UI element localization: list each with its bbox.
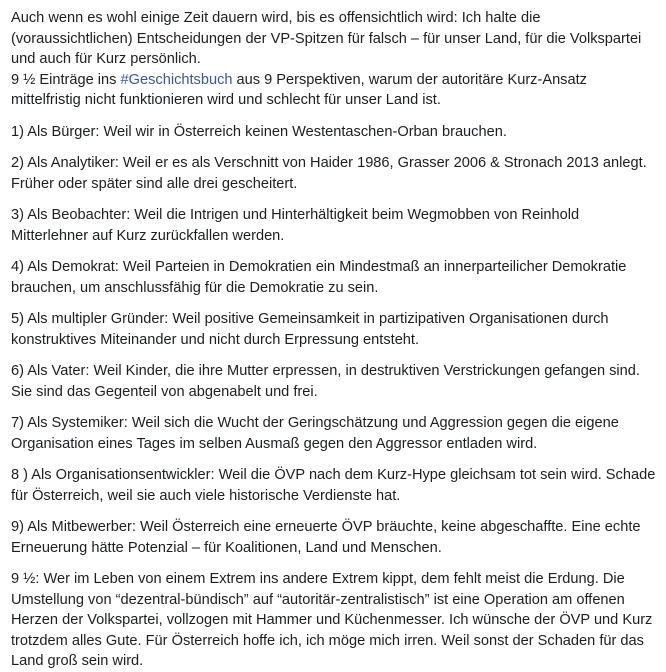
hashtag-link[interactable]: #Geschichtsbuch xyxy=(120,71,233,88)
closing-paragraph: 9 ½: Wer im Leben von einem Extrem ins andere Extrem kippt, dem fehlt meist die Erdung. Die Umstellung von “dezentral-bündisch” auf “autoritär-zentralistisch” ist eine Operation am offenen Herzen der Volkspartei, vollzogen mit Hammer und Küchenmesser. Ich wünsche der ÖVP und Kurz trotzdem alles Gute. Für Österreich hoffe ich, ich möge mich irren. Weil sonst der Schaden für das Land groß sein wird. xyxy=(11,571,653,669)
list-item xyxy=(11,194,658,246)
list-item xyxy=(11,558,658,672)
list-item-text: 4) Als Demokrat: Weil Parteien in Demokratien ein Mindestmaß an innerparteilicher Demokratie brauchen, um anschlussfähig für die Demokratie zu sein. xyxy=(11,259,627,296)
list-item xyxy=(11,246,658,298)
list-item xyxy=(11,350,658,402)
intro-paragraph: Auch wenn es wohl einige Zeit dauern wird, bis es offensichtlich wird: Ich halte die (voraussichtlichen) Entscheidungen der VP-Spitzen für falsch – für unser Land, für die Volkspartei und auch für Kurz persönlich. xyxy=(11,10,642,67)
list-item-text: 5) Als multipler Gründer: Weil positive Gemeinsamkeit in partizipativen Organisationen durch konstruktives Miteinander und nicht durch Erpressung entsteht. xyxy=(11,311,609,348)
list-item xyxy=(11,402,658,454)
list-item-text: 3) Als Beobachter: Weil die Intrigen und Hinterhältigkeit beim Wegmobben von Reinhold Mitterlehner auf Kurz zurückfallen werden. xyxy=(11,207,580,244)
list-item-text: 9) Als Mitbewerber: Weil Österreich eine erneuerte ÖVP bräuchte, keine abgeschaffte. Eine echte Erneuerung hätte Potenzial – für Koalitionen, Land und Menschen. xyxy=(11,519,641,556)
list-item xyxy=(11,506,658,558)
list-item-text: 2) Als Analytiker: Weil er es als Verschnitt von Haider 1986, Grasser 2006 & Stronach 2013 anlegt. Früher oder später sind alle drei gescheitert. xyxy=(11,155,647,192)
post-intro xyxy=(11,8,658,111)
intro-summary-lead: 9 ½ Einträge ins xyxy=(11,71,121,88)
list-item xyxy=(11,454,658,506)
intro-summary-rest: aus 9 Perspektiven, warum der autoritäre Kurz-Ansatz mittelfristig nicht funktionieren wird und schlecht für unser Land ist. xyxy=(11,71,587,108)
intro-summary xyxy=(11,70,658,111)
list-item xyxy=(11,111,658,143)
list-item-text: 6) Als Vater: Weil Kinder, die ihre Mutter erpressen, in destruktiven Verstrickungen gefangen sind. Sie sind das Gegenteil von abgenabelt und frei. xyxy=(11,363,640,400)
list-item xyxy=(11,142,658,194)
list-item xyxy=(11,298,658,350)
list-item-text: 7) Als Systemiker: Weil sich die Wucht der Geringschätzung und Aggression gegen die eigene Organisation eines Tages im selben Ausmaß gegen den Aggressor entladen wird. xyxy=(11,415,619,452)
list-item-text: 8 ) Als Organisationsentwickler: Weil die ÖVP nach dem Kurz-Hype gleichsam tot sein wird. Schade für Österreich, weil sie auch viele historische Verdienste hat. xyxy=(11,467,656,504)
list-item-text: 1) Als Bürger: Weil wir in Österreich keinen Westentaschen-Orban brauchen. xyxy=(11,123,507,140)
